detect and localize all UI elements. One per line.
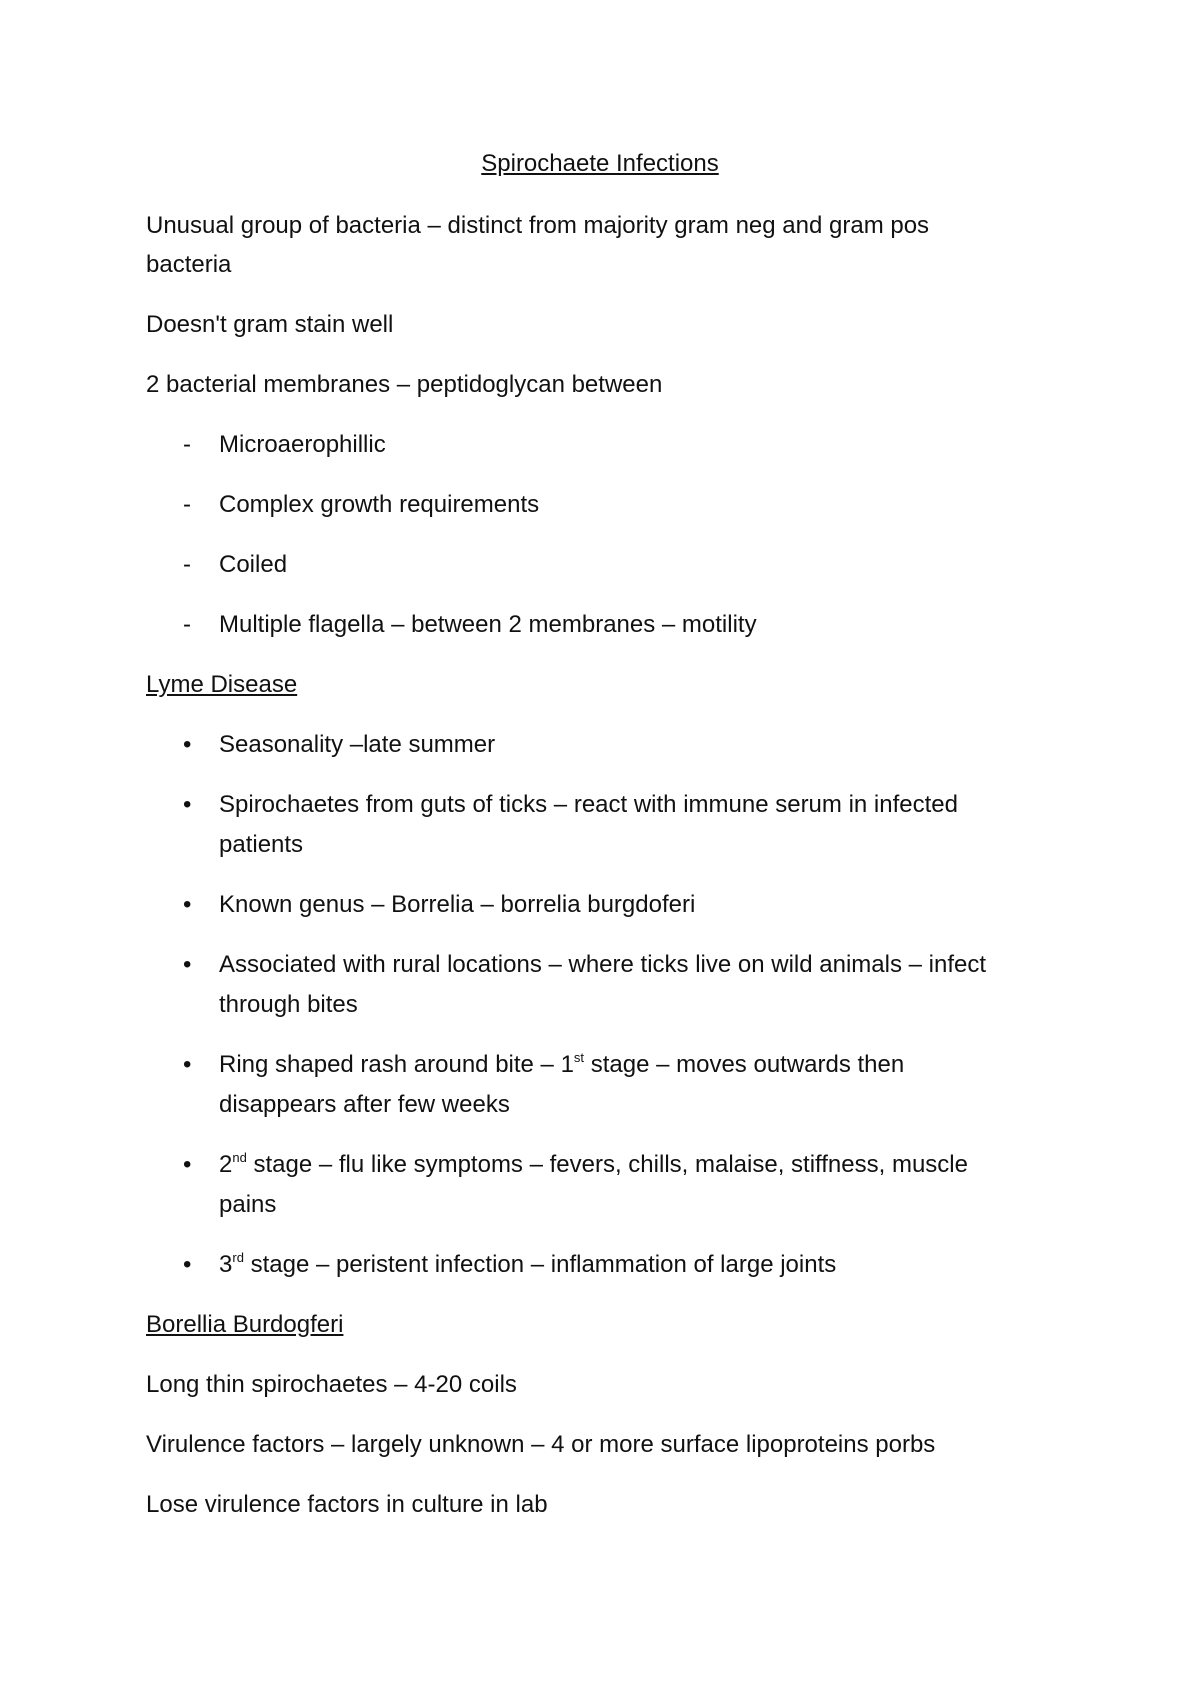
bullet-item-rural-continued: through bites xyxy=(219,991,358,1018)
superscript-nd: nd xyxy=(232,1150,247,1165)
superscript-rd: rd xyxy=(232,1250,244,1265)
document-title: Spirochaete Infections xyxy=(481,150,719,177)
bullet-item-second-stage xyxy=(219,1145,968,1185)
bullet-item-seasonality: Seasonality –late summer xyxy=(219,731,496,758)
borellia-line-1: Long thin spirochaetes – 4-20 coils xyxy=(146,1371,517,1398)
borellia-line-2: Virulence factors – largely unknown – 4 or more surface lipoproteins porbs xyxy=(146,1431,936,1458)
bullet-marker: • xyxy=(183,1251,192,1278)
intro-line-3: 2 bacterial membranes – peptidoglycan between xyxy=(146,371,663,398)
borellia-heading: Borellia Burdogferi xyxy=(146,1311,344,1338)
bullet-marker: • xyxy=(183,791,192,818)
intro-line-2: Doesn't gram stain well xyxy=(146,311,394,338)
intro-line-1-continued: bacteria xyxy=(146,251,232,278)
rash-text-end: stage – moves outwards then xyxy=(584,1051,905,1078)
bullet-item-rash xyxy=(219,1045,904,1085)
borellia-line-3: Lose virulence factors in culture in lab xyxy=(146,1491,548,1518)
bullet-item-spirochaetes: Spirochaetes from guts of ticks – react with immune serum in infected xyxy=(219,791,958,818)
rash-text-start: Ring shaped rash around bite – 1 xyxy=(219,1051,574,1078)
second-stage-text: stage – flu like symptoms – fevers, chills, malaise, stiffness, muscle xyxy=(246,1151,968,1178)
dash-marker: - xyxy=(183,431,191,458)
bullet-item-rash-continued: disappears after few weeks xyxy=(219,1091,510,1118)
bullet-marker: • xyxy=(183,1151,192,1178)
dash-item: Coiled xyxy=(219,551,288,578)
dash-item: Microaerophillic xyxy=(219,431,386,458)
intro-line-1: Unusual group of bacteria – distinct from majority gram neg and gram pos xyxy=(146,212,930,239)
bullet-item-spirochaetes-continued: patients xyxy=(219,831,304,858)
bullet-item-second-stage-continued: pains xyxy=(219,1191,277,1218)
bullet-marker: • xyxy=(183,951,192,978)
third-stage-text: stage – peristent infection – inflammation of large joints xyxy=(243,1251,837,1278)
bullet-marker: • xyxy=(183,1051,192,1078)
dash-marker: - xyxy=(183,551,191,578)
bullet-item-genus: Known genus – Borrelia – borrelia burgdoferi xyxy=(219,891,696,918)
bullet-item-third-stage xyxy=(219,1245,836,1285)
bullet-marker: • xyxy=(183,731,192,758)
dash-marker: - xyxy=(183,611,191,638)
stage-number: 2 xyxy=(219,1151,233,1178)
superscript-st: st xyxy=(573,1050,585,1065)
lyme-disease-heading: Lyme Disease xyxy=(146,671,298,698)
bullet-item-rural: Associated with rural locations – where ticks live on wild animals – infect xyxy=(219,951,987,978)
stage-number: 3 xyxy=(219,1251,233,1278)
dash-item: Complex growth requirements xyxy=(219,491,540,518)
dash-marker: - xyxy=(183,491,191,518)
dash-item: Multiple flagella – between 2 membranes – motility xyxy=(219,611,757,638)
bullet-marker: • xyxy=(183,891,192,918)
